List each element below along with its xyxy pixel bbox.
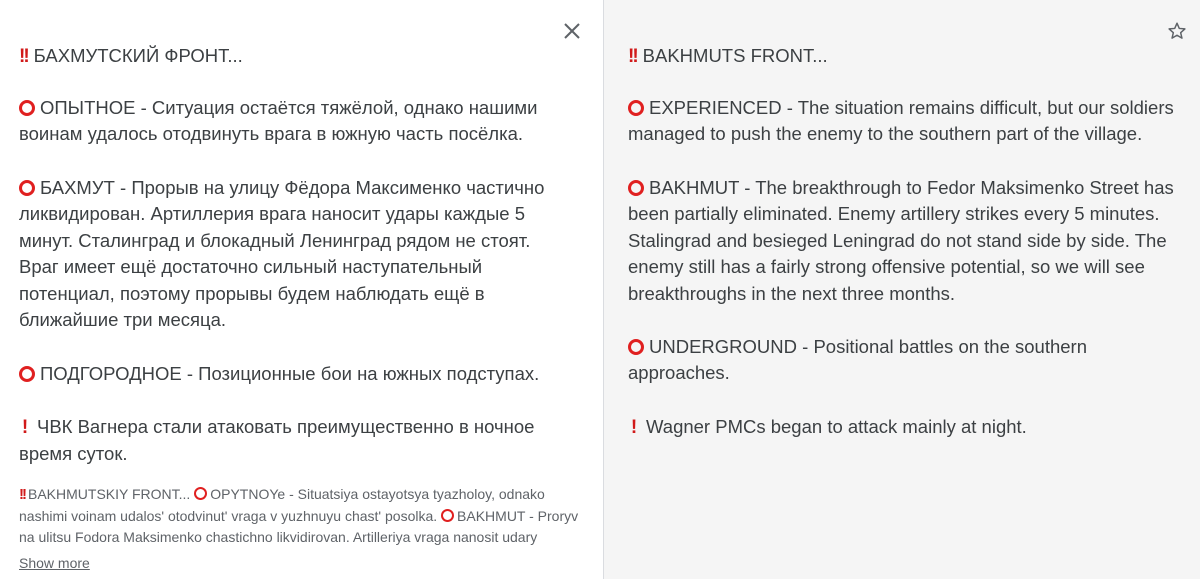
double-exclamation-icon: !! xyxy=(19,45,28,67)
romanization-part-3: BAKHMUT - Proryv na ulitsu Fodora Maksimenko chastichno likvidirovan. Artilleriya vraga nanosit udary xyxy=(19,507,579,545)
double-exclamation-icon: !! xyxy=(628,45,637,67)
exclamation-icon: ! xyxy=(630,416,638,438)
red-circle-icon xyxy=(628,100,644,116)
source-title: БАХМУТСКИЙ ФРОНТ... xyxy=(33,44,243,66)
show-more-link[interactable]: Show more xyxy=(19,555,90,571)
translation-paragraph-1 xyxy=(628,68,1178,148)
source-paragraph-2-text: БАХМУТ - Прорыв на улицу Фёдора Максименко частично ликвидирован. Артиллерия врага наносит удары каждые 5 минут. Сталинград и блокадный Ленинград рядом не стоят. Враг имеет ещё достаточно сильный наступательный потенциал, поэтому прорывы будем наблюдать ещё в ближайшие три месяца. xyxy=(19,176,545,330)
source-paragraph-4 xyxy=(19,387,574,468)
red-circle-icon xyxy=(441,509,454,522)
romanization-part-2: OPYTNOYe - Situatsiya ostayotsya tyazholoy, odnako nashimi voinam udalos' otodvinut' vraga v yuzhnuyu chast' posolka. xyxy=(19,486,545,524)
source-paragraph-1 xyxy=(19,68,574,148)
source-paragraph-3-text: ПОДГОРОДНОЕ - Позиционные бои на южных подступах. xyxy=(40,362,540,384)
red-circle-icon xyxy=(628,339,644,355)
red-circle-icon xyxy=(194,487,207,500)
translation-paragraph-4-text: Wagner PMCs began to attack mainly at night. xyxy=(646,415,1027,437)
romanization-part-1: BAKHMUTSKIY FRONT... xyxy=(28,486,191,502)
source-paragraph-3 xyxy=(19,334,574,387)
translation-title-line xyxy=(628,16,1178,70)
romanization-text xyxy=(19,484,579,549)
translation-title: BAKHMUTS FRONT... xyxy=(642,44,828,66)
translation-pane xyxy=(603,0,1200,579)
source-paragraph-4-text: ЧВК Вагнера стали атаковать преимущественно в ночное время суток. xyxy=(19,415,535,464)
translation-paragraph-4 xyxy=(628,387,1178,441)
star-icon[interactable] xyxy=(1166,20,1188,42)
source-title-line xyxy=(19,16,574,70)
double-exclamation-icon: !! xyxy=(19,486,25,503)
translation-paragraph-3 xyxy=(628,307,1178,387)
source-paragraph-1-text: ОПЫТНОЕ - Ситуация остаётся тяжёлой, однако нашими воинам удалось отодвинуть врага в южную часть посёлка. xyxy=(19,96,538,144)
translation-paragraph-1-text: EXPERIENCED - The situation remains difficult, but our soldiers managed to push the enemy to the southern part of the village. xyxy=(628,96,1174,144)
red-circle-icon xyxy=(628,180,644,196)
translation-paragraph-2-text: BAKHMUT - The breakthrough to Fedor Maksimenko Street has been partially eliminated. Enemy artillery strikes every 5 minutes. Stalingrad and besieged Leningrad do not stand side by side. The enemy still has a fairly strong offensive potential, so we will see breakthroughs in the next three months. xyxy=(628,176,1174,304)
translation-paragraph-3-text: UNDERGROUND - Positional battles on the southern approaches. xyxy=(628,335,1088,383)
source-paragraph-2 xyxy=(19,148,574,334)
close-icon[interactable] xyxy=(561,20,583,42)
red-circle-icon xyxy=(19,100,35,116)
translation-paragraph-2 xyxy=(628,148,1178,307)
red-circle-icon xyxy=(19,180,35,196)
exclamation-icon: ! xyxy=(21,416,29,438)
red-circle-icon xyxy=(19,366,35,382)
